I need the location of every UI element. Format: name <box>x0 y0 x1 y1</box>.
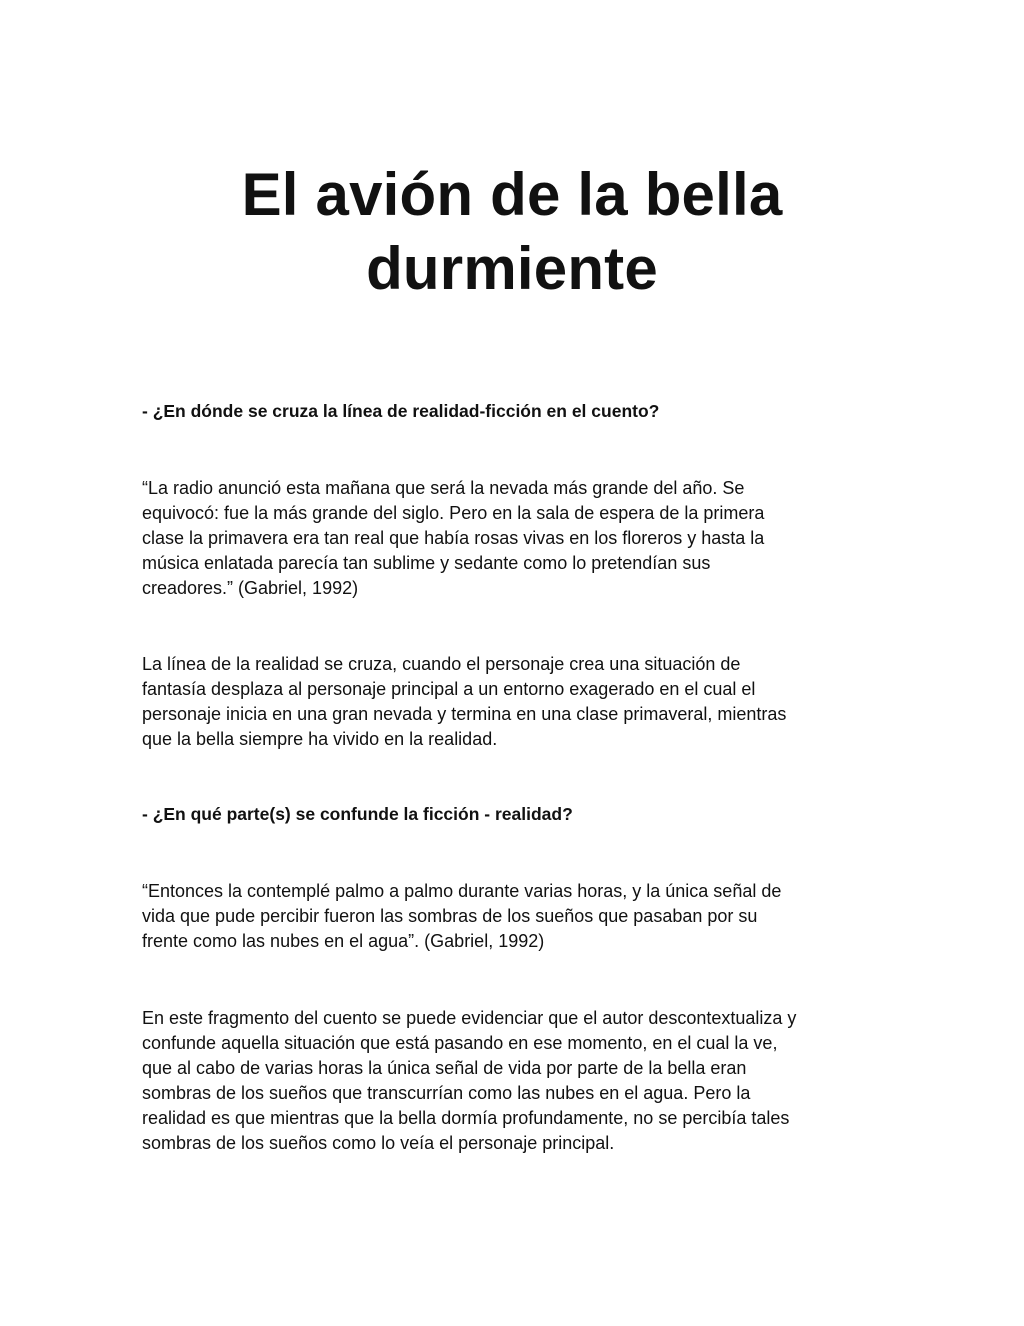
quote-1-line: equivocó: fue la más grande del siglo. Pero en la sala de espera de la primera <box>142 503 765 523</box>
quote-2-line: frente como las nubes en el agua”. (Gabriel, 1992) <box>142 931 545 951</box>
quote-2 <box>142 879 887 954</box>
answer-1-line: personaje inicia en una gran nevada y termina en una clase primaveral, mientras <box>142 704 787 724</box>
question-2: - ¿En qué parte(s) se confunde la ficción - realidad? <box>142 804 573 824</box>
answer-2-line: sombras de los sueños que transcurrían como las nubes en el agua. Pero la <box>142 1083 751 1103</box>
quote-1-line: clase la primavera era tan real que había rosas vivas en los floreros y hasta la <box>142 528 765 548</box>
quote-1-line: “La radio anunció esta mañana que será la nevada más grande del año. Se <box>142 478 745 498</box>
quote-1 <box>142 476 887 601</box>
document-title-line-1: El avión de la bella <box>241 161 783 228</box>
quote-2-line: “Entonces la contemplé palmo a palmo durante varias horas, y la única señal de <box>142 881 782 901</box>
quote-2-line: vida que pude percibir fueron las sombras de los sueños que pasaban por su <box>142 906 758 926</box>
document-title-line-2: durmiente <box>366 235 658 302</box>
answer-2 <box>142 1006 887 1156</box>
answer-1 <box>142 652 887 752</box>
answer-2-line: confunde aquella situación que está pasando en ese momento, en el cual la ve, <box>142 1033 778 1053</box>
answer-1-line: La línea de la realidad se cruza, cuando el personaje crea una situación de <box>142 654 741 674</box>
quote-1-line: música enlatada parecía tan sublime y sedante como lo pretendían sus <box>142 553 711 573</box>
answer-1-line: fantasía desplaza al personaje principal a un entorno exagerado en el cual el <box>142 679 756 699</box>
answer-2-line: que al cabo de varias horas la única señal de vida por parte de la bella eran <box>142 1058 747 1078</box>
answer-2-line: realidad es que mientras que la bella dormía profundamente, no se percibía tales <box>142 1108 790 1128</box>
question-1: - ¿En dónde se cruza la línea de realidad-ficción en el cuento? <box>142 401 660 421</box>
quote-1-line: creadores.” (Gabriel, 1992) <box>142 578 359 598</box>
answer-2-line: sombras de los sueños como lo veía el personaje principal. <box>142 1133 615 1153</box>
answer-1-line: que la bella siempre ha vivido en la realidad. <box>142 729 498 749</box>
answer-2-line: En este fragmento del cuento se puede evidenciar que el autor descontextualiza y <box>142 1008 797 1028</box>
